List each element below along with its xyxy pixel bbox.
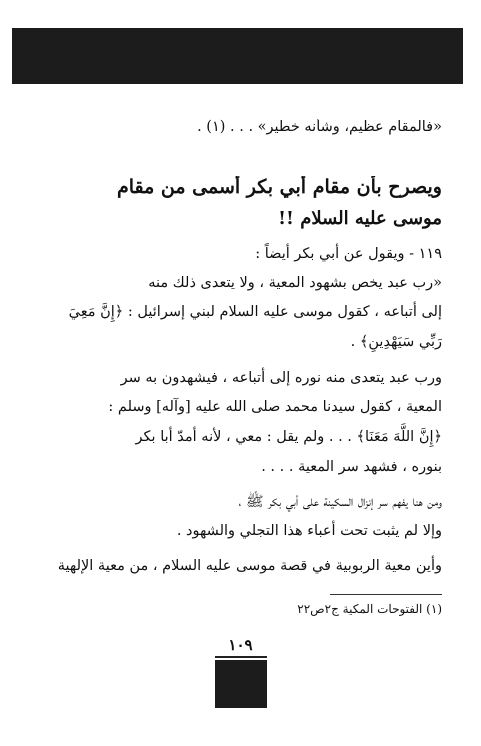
body-text: [40, 240, 442, 581]
section-heading-line-2: موسى عليه السلام !!: [278, 208, 442, 229]
body-line: وإلا لم يثبت تحت أعباء هذا التجلي والشهود .: [176, 523, 442, 539]
body-line: المعية ، كقول سيدنا محمد صلى الله عليه [وآله] وسلم :: [108, 399, 442, 415]
body-line: رَبِّي سَيَهْدِينِ﴾ .: [350, 334, 442, 350]
footnote: (١) الفتوحات المكية ج٢ص٢٢: [297, 602, 442, 616]
header-bar: [12, 28, 463, 84]
footer-bar: [215, 660, 267, 708]
body-line: ورب عبد يتعدى منه نوره إلى أتباعه ، فيشهدون به سر: [120, 370, 442, 386]
body-line: بنوره ، فشهد سر المعية . . . .: [261, 459, 442, 475]
body-line: إلى أتباعه ، كقول موسى عليه السلام لبني إسرائيل : ﴿إِنَّ مَعِيَ: [68, 304, 442, 320]
page-number-rule: [215, 656, 267, 658]
body-line: ١١٩ - ويقول عن أبي بكر أيضاً :: [255, 246, 442, 262]
body-line: ﴿إِنَّ اللَّهَ مَعَنَا﴾ . . . ولم يقل : معي ، لأنه أمدّ أبا بكر: [135, 429, 442, 445]
body-line: ومن هنا يفهم سر إنزال السكينة على أبي بكر ﷺ ،: [238, 494, 442, 510]
section-heading-line-1: ويصرح بأن مقام أبي بكر أسمى من مقام: [116, 176, 442, 198]
body-line: «رب عبد يخص بشهود المعية ، ولا يتعدى ذلك منه: [148, 275, 442, 291]
page-number: ١٠٩: [228, 636, 253, 654]
quote-line: «فالمقام عظيم، وشأنه خطير» . . . (١) .: [197, 119, 442, 135]
footnote-divider: [330, 594, 442, 595]
body-line: وأين معية الربوبية في قصة موسى عليه السلام ، من معية الإلهية: [57, 558, 442, 574]
